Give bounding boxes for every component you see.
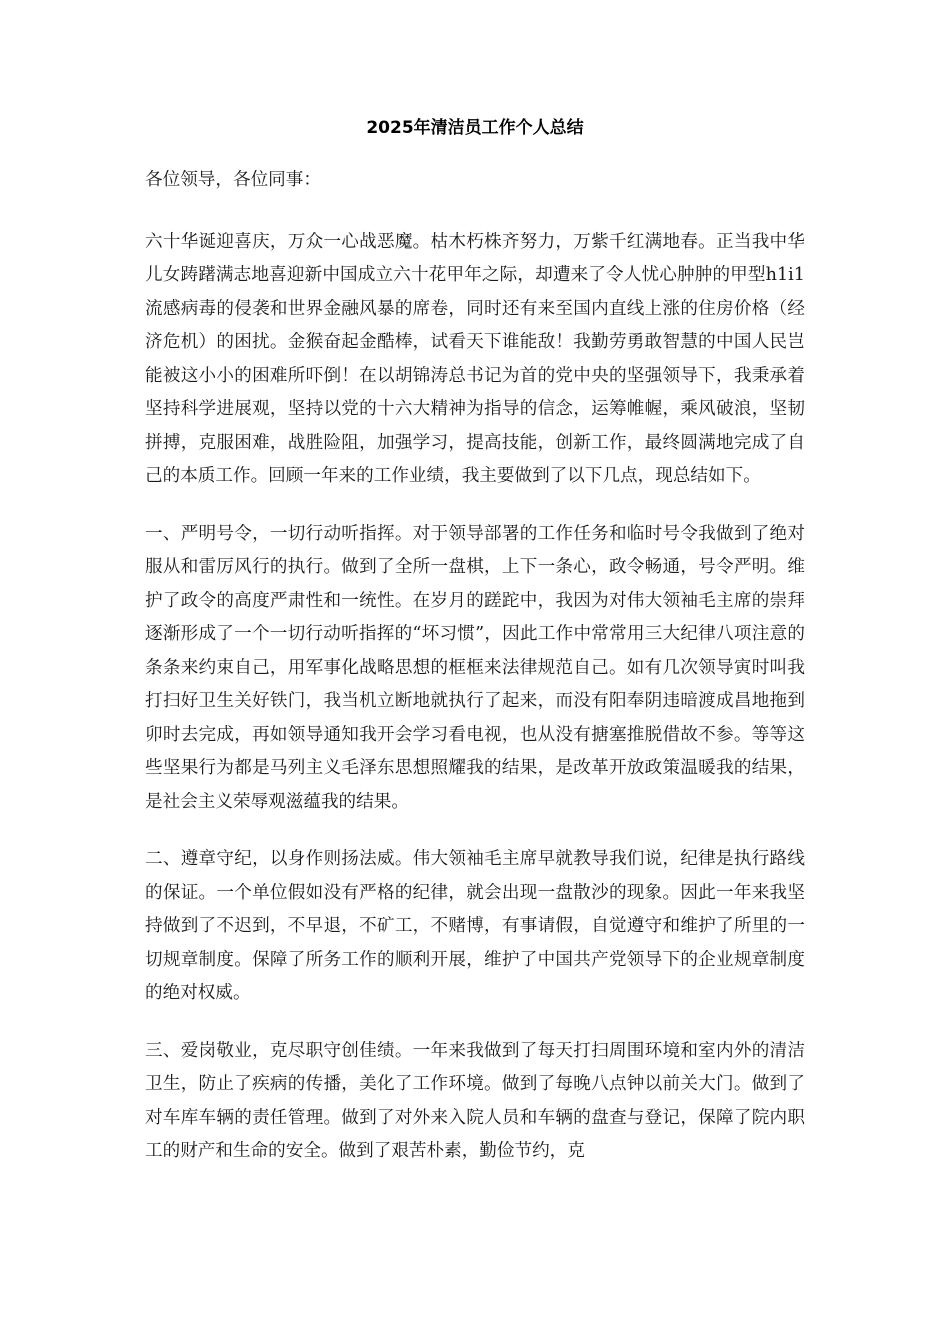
- paragraph-intro: 六十华诞迎喜庆，万众一心战恶魔。枯木朽株齐努力，万紫千红满地春。正当我中华儿女踌躇满志地喜迎新中国成立六十花甲年之际，却遭来了令人忧心肿肿的甲型h1i1流感病毒的侵袭和世界金融风暴的席卷，同时还有来至国内直线上涨的住房价格（经济危机）的困扰。金猴奋起金酷棒，试看天下谁能敌！我勤劳勇敢智慧的中国人民岂能被这小小的困难所吓倒！在以胡锦涛总书记为首的党中央的坚强领导下，我秉承着坚持科学进展观，坚持以党的十六大精神为指导的信念，运筹帷幄，乘风破浪，坚韧拼搏，克服困难，战胜险阻，加强学习，提高技能，创新工作，最终圆满地完成了自己的本质工作。回顾一年来的工作业绩，我主要做到了以下几点，现总结如下。: [145, 231, 805, 486]
- paragraph-section-2: 二、遵章守纪，以身作则扬法威。伟大领袖毛主席早就教导我们说，纪律是执行路线的保证。一个单位假如没有严格的纪律，就会出现一盘散沙的现象。因此一年来我坚持做到了不迟到，不早退，不矿工，不赌博，有事请假，自觉遵守和维护了所里的一切规章制度。保障了所务工作的顺利开展，维护了中国共产党领导下的企业规章制度的绝对权威。: [145, 849, 805, 1003]
- document-body: [145, 164, 805, 1193]
- paragraph-section-3: 三、爱岗敬业，克尽职守创佳绩。一年来我做到了每天打扫周围环境和室内外的清洁卫生，防止了疾病的传播，美化了工作环境。做到了每晚八点钟以前关大门。做到了对车库车辆的责任管理。做到了对外来入院人员和车辆的盘查与登记，保障了院内职工的财产和生命的安全。做到了艰苦朴素，勤俭节约，克: [145, 1040, 805, 1161]
- paragraph-section-1: 一、严明号令，一切行动听指挥。对于领导部署的工作任务和临时号令我做到了绝对服从和雷厉风行的执行。做到了全所一盘棋，上下一条心，政令畅通，号令严明。维护了政令的高度严肃性和一统性。在岁月的蹉跎中，我因为对伟大领袖毛主席的崇拜逐渐形成了一个一切行动听指挥的“坏习惯”，因此工作中常常用三大纪律八项注意的条条来约束自己，用军事化战略思想的框框来法律规范自己。如有几次领导寅时叫我打扫好卫生关好铁门，我当机立断地就执行了起来，而没有阳奉阴违暗渡成昌地拖到卯时去完成，再如领导通知我开会学习看电视，也从没有搪塞推脱借故不参。等等这些坚果行为都是马列主义毛泽东思想照耀我的结果，是改革开放政策温暖我的结果，是社会主义荣辱观滋蕴我的结果。: [145, 523, 805, 812]
- document-title: 2025年清洁员工作个人总结: [366, 118, 584, 138]
- greeting: 各位领导，各位同事：: [145, 170, 321, 190]
